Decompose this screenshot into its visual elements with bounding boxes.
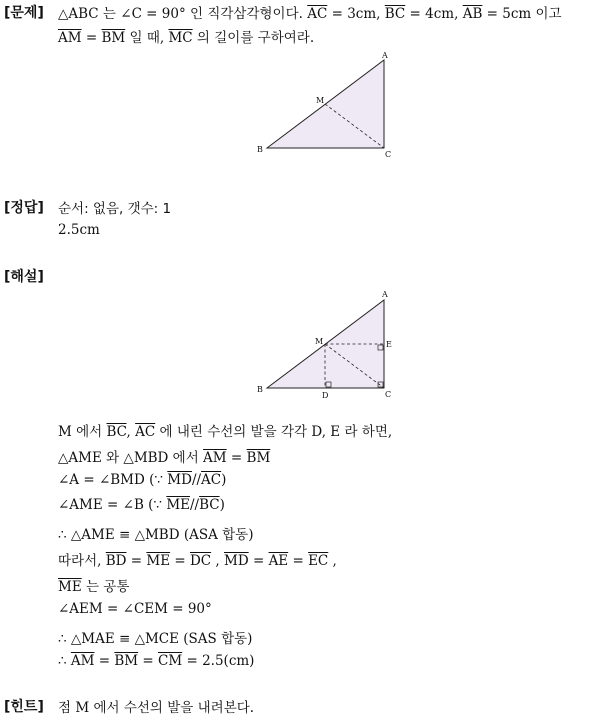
label-a: A bbox=[382, 290, 388, 299]
solution-line-4 bbox=[58, 497, 225, 513]
label-c: C bbox=[385, 150, 392, 159]
text-run: = bbox=[138, 653, 159, 669]
text-run: △AME 와 △MBD 에서 bbox=[58, 450, 204, 466]
text-run: = bbox=[226, 450, 247, 466]
text-run: 따라서, bbox=[58, 553, 106, 569]
segment-symbol: $\overline{DC}$ bbox=[189, 553, 212, 569]
text-run: // bbox=[190, 497, 200, 513]
hint-text: 점 M 에서 수선의 발을 내려본다. bbox=[58, 700, 255, 716]
text-run: = 3cm, bbox=[327, 6, 385, 22]
segment-symbol: $\overline{AC}$ bbox=[135, 424, 156, 440]
segment-symbol: $\overline{BC}$ bbox=[106, 424, 127, 440]
text-run: △ABC 는 ∠C = 90° 인 직각삼각형이다. bbox=[58, 6, 308, 22]
text-run: , bbox=[126, 424, 136, 440]
solution-line-1 bbox=[58, 420, 392, 440]
problem-line-1 bbox=[58, 2, 562, 22]
segment-symbol: $\overline{BM}$ bbox=[114, 653, 139, 669]
problem-line-2 bbox=[58, 26, 314, 46]
text-run: 는 공통 bbox=[81, 579, 130, 595]
text-run: = bbox=[248, 553, 269, 569]
solution-line-2 bbox=[58, 446, 270, 466]
text-run: = 4cm, bbox=[405, 6, 463, 22]
segment-symbol: $\overline{AM}$ bbox=[70, 653, 95, 669]
answer-meta: 순서: 없음, 갯수: 1 bbox=[58, 201, 172, 217]
text-run: ) bbox=[221, 472, 227, 488]
label-d: D bbox=[322, 391, 329, 400]
segment-symbol: $\overline{AM}$ bbox=[203, 450, 227, 466]
text-run: ∴ bbox=[58, 653, 71, 669]
segment-symbol: $\overline{BC}$ bbox=[199, 497, 220, 513]
text-run: M 에서 bbox=[58, 424, 107, 440]
segment-symbol: $\overline{AB}$ bbox=[462, 6, 483, 22]
segment-symbol: $\overline{MD}$ bbox=[224, 553, 249, 569]
hint-tag: [힌트] bbox=[4, 699, 44, 715]
text-run: = 2.5(cm) bbox=[182, 653, 255, 669]
label-c: C bbox=[385, 390, 392, 399]
segment-symbol: $\overline{AM}$ bbox=[58, 30, 82, 46]
label-a: A bbox=[382, 51, 388, 60]
text-run: , bbox=[211, 553, 224, 569]
solution-line-8 bbox=[58, 601, 212, 617]
label-e: E bbox=[386, 340, 392, 349]
problem-tag: [문제] bbox=[4, 5, 44, 21]
text-run: 에 내린 수선의 발을 각각 D, E 라 하면, bbox=[155, 424, 393, 440]
text-run: = bbox=[126, 553, 147, 569]
problem-figure bbox=[254, 48, 400, 160]
answer-value: 2.5cm bbox=[58, 222, 100, 238]
segment-symbol: $\overline{AC}$ bbox=[307, 6, 328, 22]
solution-line-10 bbox=[58, 653, 254, 669]
text-run: ∠A = ∠BMD (∵ bbox=[58, 472, 168, 488]
text-run: = 5cm 이고 bbox=[482, 6, 562, 22]
text-run: = bbox=[81, 30, 102, 46]
text-run: 의 길이를 구하여라. bbox=[192, 30, 315, 46]
text-run: = bbox=[288, 553, 309, 569]
label-b: B bbox=[257, 145, 263, 154]
segment-symbol: $\overline{BM}$ bbox=[101, 30, 126, 46]
segment-symbol: $\overline{ME}$ bbox=[58, 579, 82, 595]
segment-symbol: $\overline{ME}$ bbox=[146, 553, 171, 569]
segment-symbol: $\overline{ME}$ bbox=[166, 497, 190, 513]
text-run: 일 때, bbox=[125, 30, 169, 46]
segment-symbol: $\overline{CM}$ bbox=[158, 653, 183, 669]
text-run: ∴ △MAE ≡ △MCE (SAS 합동) bbox=[58, 631, 253, 647]
solution-tag: [해설] bbox=[4, 269, 44, 285]
solution-line-6 bbox=[58, 549, 337, 569]
segment-symbol: $\overline{BM}$ bbox=[246, 450, 271, 466]
segment-symbol: $\overline{MD}$ bbox=[167, 472, 192, 488]
segment-symbol: $\overline{AC}$ bbox=[201, 472, 222, 488]
solution-line-9 bbox=[58, 627, 252, 647]
label-b: B bbox=[257, 385, 263, 394]
solution-line-7 bbox=[58, 575, 129, 595]
solution-figure bbox=[254, 288, 400, 400]
solution-line-3 bbox=[58, 472, 226, 488]
text-run: = bbox=[170, 553, 190, 569]
text-run: ∠AME = ∠B (∵ bbox=[58, 497, 167, 513]
segment-symbol: $\overline{AE}$ bbox=[268, 553, 289, 569]
segment-symbol: $\overline{MC}$ bbox=[168, 30, 193, 46]
label-m: M bbox=[316, 96, 325, 105]
text-run: ∴ △AME ≡ △MBD (ASA 합동) bbox=[58, 527, 254, 543]
text-run: , bbox=[328, 553, 337, 569]
segment-symbol: $\overline{BC}$ bbox=[384, 6, 406, 22]
label-m: M bbox=[315, 337, 324, 346]
solution-line-5 bbox=[58, 523, 253, 543]
text-run: = bbox=[94, 653, 115, 669]
text-run: // bbox=[191, 472, 202, 488]
text-run: ∠AEM = ∠CEM = 90° bbox=[58, 601, 212, 617]
answer-tag: [정답] bbox=[4, 200, 44, 216]
text-run: ) bbox=[219, 497, 225, 513]
segment-symbol: $\overline{EC}$ bbox=[308, 553, 329, 569]
segment-symbol: $\overline{BD}$ bbox=[105, 553, 127, 569]
